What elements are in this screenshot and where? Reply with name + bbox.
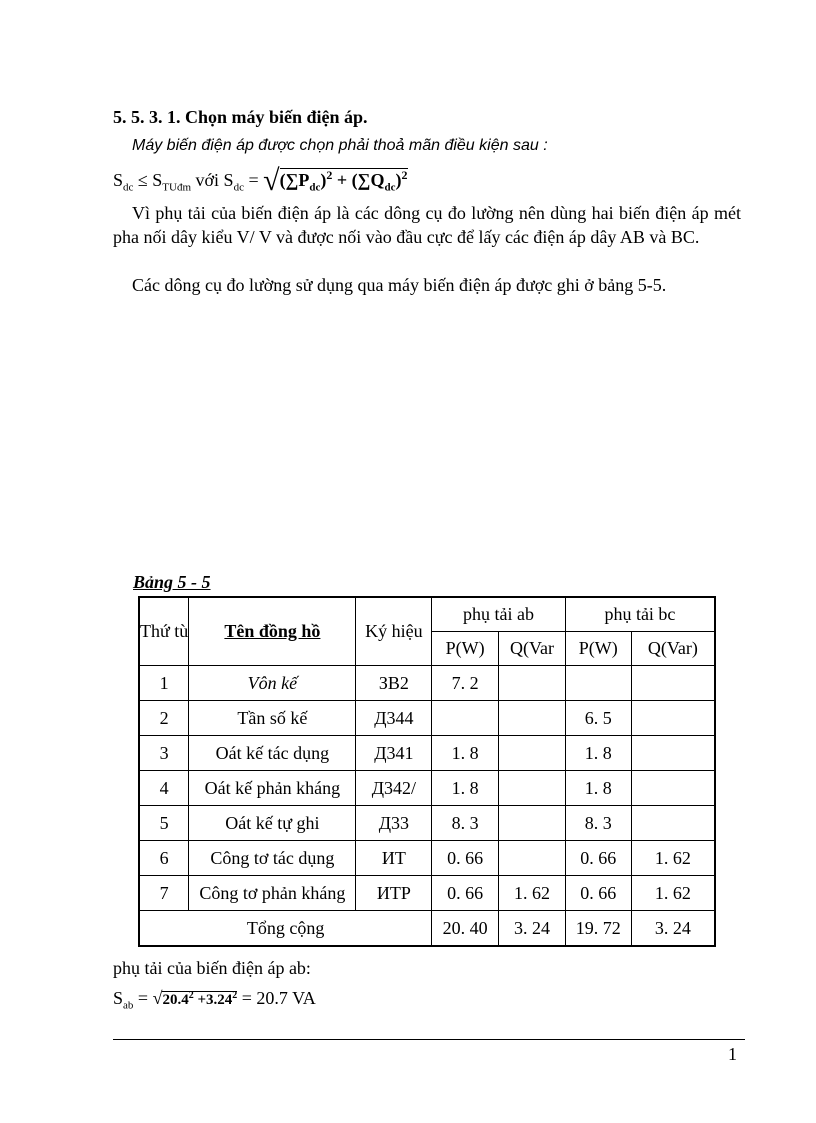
intro-text: Máy biến điện áp được chọn phải thoả mãn điều kiện sau : bbox=[132, 137, 548, 154]
table-row: 4 Oát kế phản kháng Д342/ 1. 8 1. 8 bbox=[139, 771, 715, 806]
header-q-bc: Q(Var) bbox=[631, 632, 715, 666]
total-row: Tổng cộng 20. 40 3. 24 19. 72 3. 24 bbox=[139, 911, 715, 947]
header-symbol: Ký hiệu bbox=[356, 597, 432, 666]
table-row: 2 Tần số kế Д344 6. 5 bbox=[139, 701, 715, 736]
header-p-ab: P(W) bbox=[432, 632, 499, 666]
paragraph-load: Vì phụ tải của biến điện áp là các dông cụ đo lường nên dùng hai biến điện áp mét pha nối dây kiểu V/ V và được nối vào đầu cực để lấy các điện áp dây AB và BC. bbox=[113, 203, 741, 247]
sqrt-icon: √ bbox=[152, 988, 163, 1008]
sqrt-icon: √ bbox=[263, 164, 280, 197]
section-heading: 5. 5. 3. 1. Chọn máy biến điện áp. bbox=[113, 107, 368, 127]
header-q-ab: Q(Var bbox=[499, 632, 566, 666]
paragraph-instruments: Các dông cụ đo lường sử dụng qua máy biến điện áp được ghi ở bảng 5-5. bbox=[132, 275, 667, 295]
load-ab-text: phụ tải của biến điện áp ab: bbox=[113, 958, 311, 978]
footer-divider bbox=[113, 1039, 745, 1040]
sab-formula: $S_{ab} = √20.4^2 +3.24^2 = 20.7$ VA bbox=[113, 988, 316, 1012]
table-row: 7 Công tơ phản kháng ИТР 0. 66 1. 62 0. 66 1. 62 bbox=[139, 876, 715, 911]
header-load-bc: phụ tải bc bbox=[565, 597, 715, 632]
page-number: 1 bbox=[728, 1044, 737, 1064]
table-row: 6 Công tơ tác dụng ИТ 0. 66 0. 66 1. 62 bbox=[139, 841, 715, 876]
header-load-ab: phụ tải ab bbox=[432, 597, 566, 632]
instrument-load-table bbox=[138, 596, 716, 947]
selection-condition-formula: $S_{dc} \le S_{TUđm}$ với $S_{dc} = √(\sum P_{dc})^2 + (\sum Q_{dc})^2$ bbox=[113, 164, 408, 197]
table-row: 1 Vôn kế ЗВ2 7. 2 bbox=[139, 666, 715, 701]
table-caption: Bảng 5 - 5 bbox=[133, 572, 211, 592]
header-p-bc: P(W) bbox=[565, 632, 631, 666]
table-row: 3 Oát kế tác dụng Д341 1. 8 1. 8 bbox=[139, 736, 715, 771]
table-row: 5 Oát kế tự ghi Д33 8. 3 8. 3 bbox=[139, 806, 715, 841]
header-stt: Thứ tù bbox=[139, 597, 189, 666]
header-name: Tên đồng hồ bbox=[189, 597, 356, 666]
